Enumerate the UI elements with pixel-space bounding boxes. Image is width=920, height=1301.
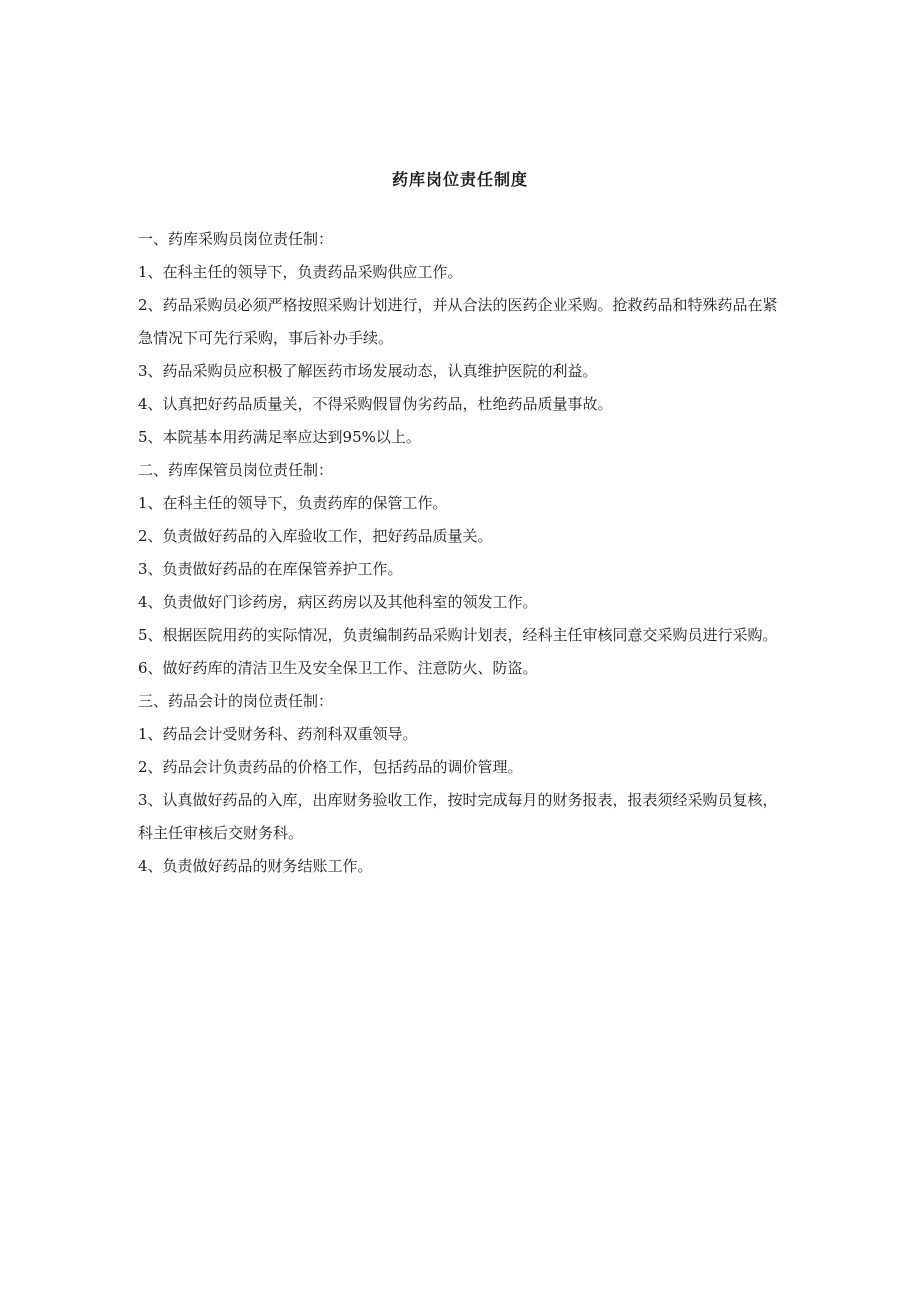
list-item: 6、做好药库的清洁卫生及安全保卫工作、注意防火、防盗。 (138, 659, 538, 677)
section-heading: 三、药品会计的岗位责任制： (138, 692, 334, 710)
section-heading: 二、药库保管员岗位责任制： (138, 461, 334, 479)
list-item: 3、负责做好药品的在库保管养护工作。 (138, 560, 403, 578)
document-title: 药库岗位责任制度 (391, 170, 528, 189)
list-item: 2、负责做好药品的入库验收工作，把好药品质量关。 (138, 527, 493, 545)
list-item: 5、本院基本用药满足率应达到95%以上。 (138, 428, 421, 446)
section-heading: 一、药库采购员岗位责任制： (138, 230, 334, 248)
section-accountant (138, 685, 788, 883)
list-item: 4、认真把好药品质量关，不得采购假冒伪劣药品，杜绝药品质量事故。 (138, 395, 613, 413)
list-item: 2、药品会计负责药品的价格工作，包括药品的调价管理。 (138, 758, 523, 776)
list-item: 3、认真做好药品的入库，出库财务验收工作，按时完成每月的财务报表，报表须经采购员复核，科主任审核后交财务科。 (138, 791, 778, 842)
list-item: 5、根据医院用药的实际情况，负责编制药品采购计划表，经科主任审核同意交采购员进行采购。 (138, 626, 778, 644)
document-body (138, 223, 788, 883)
section-purchaser (138, 223, 788, 454)
list-item: 1、在科主任的领导下，负责药库的保管工作。 (138, 494, 448, 512)
list-item: 1、在科主任的领导下，负责药品采购供应工作。 (138, 263, 463, 281)
list-item: 4、负责做好药品的财务结账工作。 (138, 857, 373, 875)
list-item: 4、负责做好门诊药房，病区药房以及其他科室的领发工作。 (138, 593, 538, 611)
list-item: 3、药品采购员应积极了解医药市场发展动态，认真维护医院的利益。 (138, 362, 598, 380)
list-item: 2、药品采购员必须严格按照采购计划进行，并从合法的医药企业采购。抢救药品和特殊药品在紧急情况下可先行采购，事后补办手续。 (138, 296, 778, 347)
list-item: 1、药品会计受财务科、药剂科双重领导。 (138, 725, 418, 743)
section-keeper (138, 454, 788, 685)
